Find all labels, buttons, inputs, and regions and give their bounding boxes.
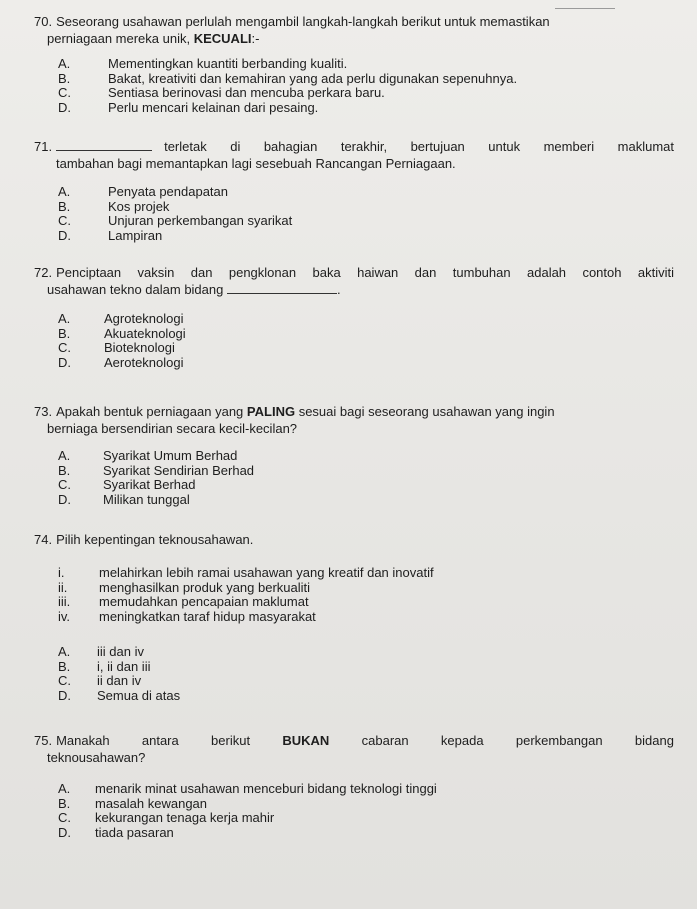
question-71-line1: 71. terletak di bahagian terakhir, bertujuan untuk memberi maklumat xyxy=(34,139,674,154)
question-72 xyxy=(34,264,674,298)
statement: iii. memudahkan pencapaian maklumat xyxy=(58,594,309,609)
option[interactable]: B. Bakat, kreativiti dan kemahiran yang ada perlu digunakan sepenuhnya. xyxy=(58,70,518,86)
option[interactable]: C. Unjuran perkembangan syarikat xyxy=(58,213,293,228)
statement: iv. meningkatkan taraf hidup masyarakat xyxy=(58,608,316,624)
option[interactable]: C. Sentiasa berinovasi dan mencuba perkara baru. xyxy=(58,85,385,100)
question-73-options xyxy=(58,449,254,507)
option[interactable]: B. Kos projek xyxy=(58,198,170,214)
option[interactable]: A. iii dan iv xyxy=(58,644,144,659)
answer-blank[interactable] xyxy=(56,138,152,151)
option[interactable]: C. kekurangan tenaga kerja mahir xyxy=(58,810,275,825)
option[interactable]: A. Mementingkan kuantiti berbanding kualiti. xyxy=(58,56,348,71)
question-74-line1: 74. Pilih kepentingan teknousahawan. xyxy=(34,532,254,547)
option[interactable]: D. Perlu mencari kelainan dari pesaing. xyxy=(58,99,319,115)
question-75-line2: teknousahawan? xyxy=(47,750,146,765)
statement: i. melahirkan lebih ramai usahawan yang kreatif dan inovatif xyxy=(58,565,434,580)
question-70-options xyxy=(58,57,517,115)
header-rule xyxy=(555,8,615,9)
question-74-options xyxy=(58,645,180,703)
option[interactable]: A. Agroteknologi xyxy=(58,311,184,326)
option[interactable]: B. i, ii dan iii xyxy=(58,658,151,674)
option[interactable]: D. tiada pasaran xyxy=(58,824,174,840)
question-74-statements xyxy=(58,566,434,624)
option[interactable]: A. Penyata pendapatan xyxy=(58,184,228,199)
option[interactable]: C. ii dan iv xyxy=(58,673,142,688)
option[interactable]: D. Semua di atas xyxy=(58,687,181,703)
question-70 xyxy=(34,13,674,47)
question-72-line1: 72. Penciptaan vaksin dan pengklonan baka haiwan dan tumbuhan adalah contoh aktiviti xyxy=(34,265,674,280)
question-74 xyxy=(34,531,674,548)
option[interactable]: A. Syarikat Umum Berhad xyxy=(58,448,238,463)
question-75 xyxy=(34,732,674,766)
answer-blank[interactable] xyxy=(227,281,337,294)
question-70-line2: perniagaan mereka unik, KECUALI:- xyxy=(47,31,260,46)
question-75-line1: 75. Manakah antara berikut BUKAN cabaran kepada perkembangan bidang xyxy=(34,733,674,748)
question-71-options xyxy=(58,185,292,243)
statement: ii. menghasilkan produk yang berkualiti xyxy=(58,579,311,595)
option[interactable]: B. Syarikat Sendirian Berhad xyxy=(58,462,255,478)
option[interactable]: B. Akuateknologi xyxy=(58,325,186,341)
option[interactable]: D. Lampiran xyxy=(58,227,163,243)
question-71 xyxy=(34,138,674,172)
question-71-line2: tambahan bagi memantapkan lagi sesebuah Rancangan Perniagaan. xyxy=(56,156,456,171)
option[interactable]: C. Bioteknologi xyxy=(58,340,175,355)
question-73-line2: berniaga bersendirian secara kecil-kecilan? xyxy=(47,421,298,436)
option[interactable]: D. Milikan tunggal xyxy=(58,491,190,507)
question-75-options xyxy=(58,782,437,840)
question-73-line1: 73. Apakah bentuk perniagaan yang PALING sesuai bagi seseorang usahawan yang ingin xyxy=(34,404,555,419)
question-72-line2: usahawan tekno dalam bidang . xyxy=(47,282,341,297)
question-73 xyxy=(34,403,674,437)
question-72-options xyxy=(58,312,186,370)
option[interactable]: B. masalah kewangan xyxy=(58,795,208,811)
header-mark xyxy=(400,0,615,10)
option[interactable]: A. menarik minat usahawan menceburi bidang teknologi tinggi xyxy=(58,781,437,796)
option[interactable]: C. Syarikat Berhad xyxy=(58,477,196,492)
question-70-line1: 70. Seseorang usahawan perlulah mengambil langkah-langkah berikut untuk memastikan xyxy=(34,14,550,29)
option[interactable]: D. Aeroteknologi xyxy=(58,354,184,370)
